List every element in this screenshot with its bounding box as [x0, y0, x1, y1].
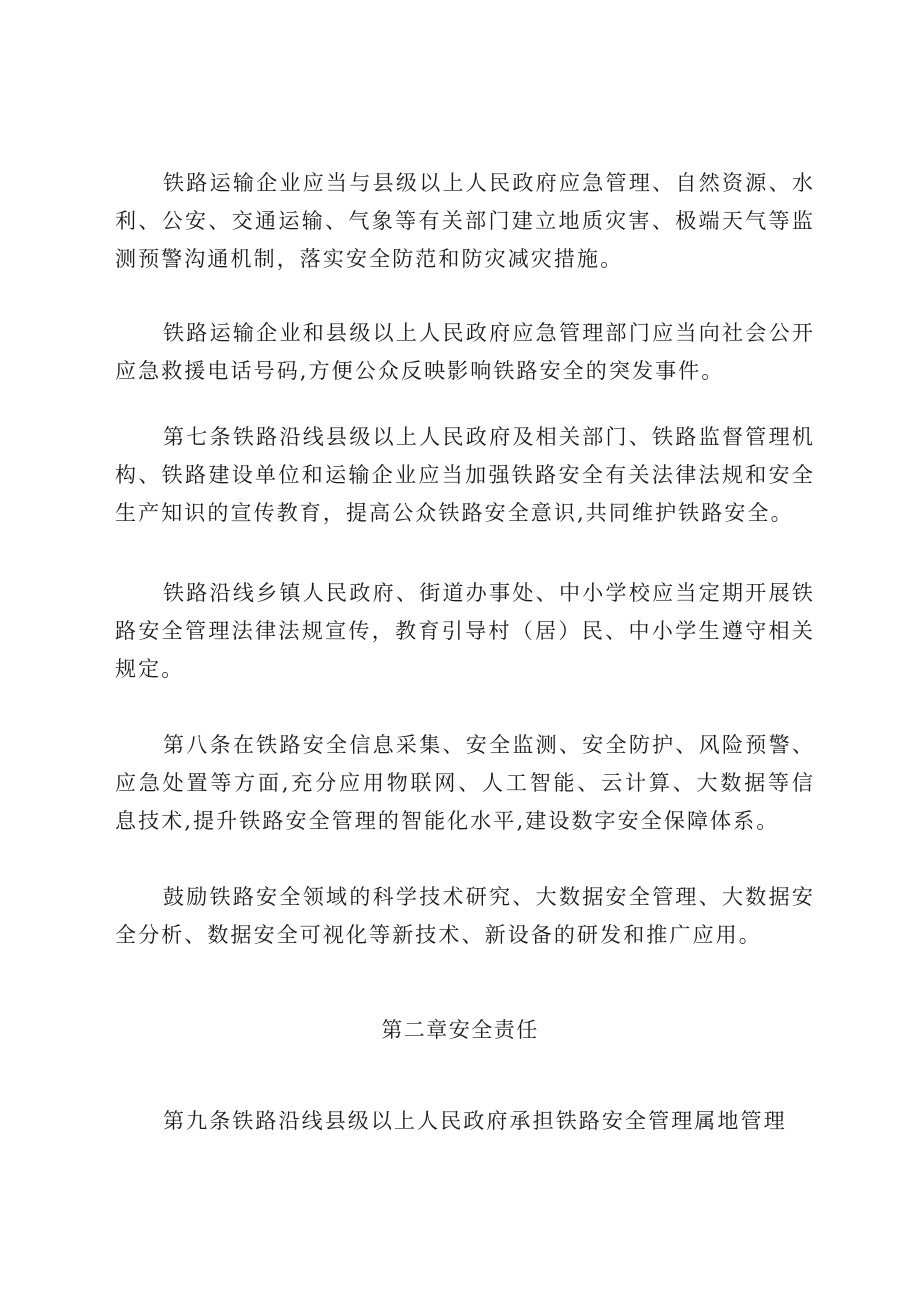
paragraph-1: 铁路运输企业应当与县级以上人民政府应急管理、自然资源、水利、公安、交通运输、气象等有关部门建立地质灾害、极端天气等监测预警沟通机制，落实安全防范和防灾减灾措施。 — [115, 171, 815, 271]
chapter-heading: 第二章安全责任 — [381, 1018, 539, 1042]
paragraph-article-7: 第七条铁路沿线县级以上人民政府及相关部门、铁路监督管理机构、铁路建设单位和运输企业应当加强铁路安全有关法律法规和安全生产知识的宣传教育，提高公众铁路安全意识,共同维护铁路安全。 — [115, 425, 815, 525]
paragraph-4: 铁路沿线乡镇人民政府、街道办事处、中小学校应当定期开展铁路安全管理法律法规宣传，教育引导村（居）民、中小学生遵守相关规定。 — [115, 581, 815, 681]
paragraph-6: 鼓励铁路安全领域的科学技术研究、大数据安全管理、大数据安全分析、数据安全可视化等新技术、新设备的研发和推广应用。 — [115, 885, 815, 947]
paragraph-article-9: 第九条铁路沿线县级以上人民政府承担铁路安全管理属地管理 — [163, 1109, 787, 1133]
paragraph-article-8: 第八条在铁路安全信息采集、安全监测、安全防护、风险预警、应急处置等方面,充分应用物联网、人工智能、云计算、大数据等信息技术,提升铁路安全管理的智能化水平,建设数字安全保障体系。 — [115, 733, 815, 833]
paragraph-2: 铁路运输企业和县级以上人民政府应急管理部门应当向社会公开应急救援电话号码,方便公众反映影响铁路安全的突发事件。 — [115, 321, 815, 383]
